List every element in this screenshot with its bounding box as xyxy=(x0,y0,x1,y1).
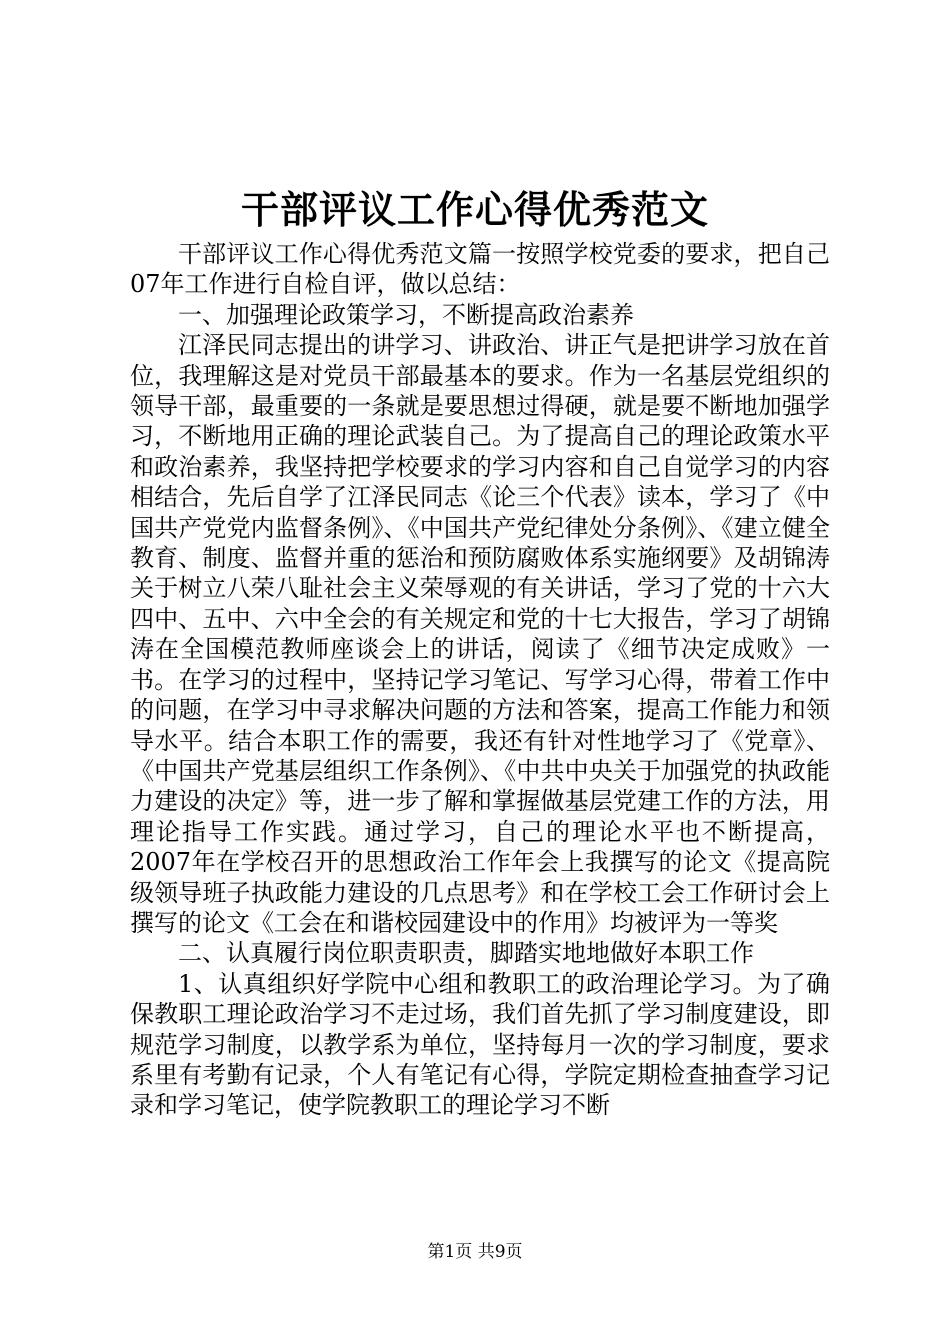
section-heading-1: 一、加强理论政策学习，不断提高政治素养 xyxy=(178,300,634,329)
paragraph-intro: 干部评议工作心得优秀范文篇一按照学校党委的要求，把自己07年工作进行自检自评，做以总结： xyxy=(130,240,830,299)
document-body xyxy=(130,239,830,1121)
section-heading-2: 二、认真履行岗位职责职责，脚踏实地地做好本职工作 xyxy=(178,939,754,968)
document-title: 干部评议工作心得优秀范文 xyxy=(240,187,709,232)
paragraph-study: 江泽民同志提出的讲学习、讲政治、讲正气是把讲学习放在首位，我理解这是对党员干部最基本的要求。作为一名基层党组织的领导干部，最重要的一条就是要思想过得硬，就是要不断地加强学习，不断地用正确的理论武装自己。为了提高自己的理论政策水平和政治素养，我坚持把学校要求的学习内容和自己自觉学习的内容相结合，先后自学了江泽民同志《论三个代表》读本，学习了《中国共产党党内监督条例》、《中国共产党纪律处分条例》、《建立健全教育、制度、监督并重的惩治和预防腐败体系实施纲要》及胡锦涛关于树立八荣八耻社会主义荣辱观的有关讲话，学习了党的十六大四中、五中、六中全会的有关规定和党的十七大报告，学习了胡锦涛在全国模范教师座谈会上的讲话，阅读了《细节决定成败》一书。在学习的过程中，坚持记学习笔记、写学习心得，带着工作中的问题，在学习中寻求解决问题的方法和答案，提高工作能力和领导水平。结合本职工作的需要，我还有针对性地学习了《党章》、《中国共产党基层组织工作条例》、《中共中央关于加强党的执政能力建设的决定》等，进一步了解和掌握做基层党建工作的方法，用理论指导工作实践。通过学习，自己的理论水平也不断提高，2007年在学校召开的思想政治工作年会上我撰写的论文《提高院级领导班子执政能力建设的几点思考》和在学校工会工作研讨会上撰写的论文《工会在和谐校园建设中的作用》均被评为一等奖 xyxy=(130,331,830,937)
paragraph-organize-study: 1、认真组织好学院中心组和教职工的政治理论学习。为了确保教职工理论政治学习不走过场，我们首先抓了学习制度建设，即规范学习制度，以教学系为单位，坚持每月一次的学习制度，要求系里有考勤有记录，个人有笔记有心得，学院定期检查抽查学习记录和学习笔记，使学院教职工的理论学习不断 xyxy=(130,969,830,1120)
page-number-footer: 第1页 共9页 xyxy=(427,1242,523,1262)
